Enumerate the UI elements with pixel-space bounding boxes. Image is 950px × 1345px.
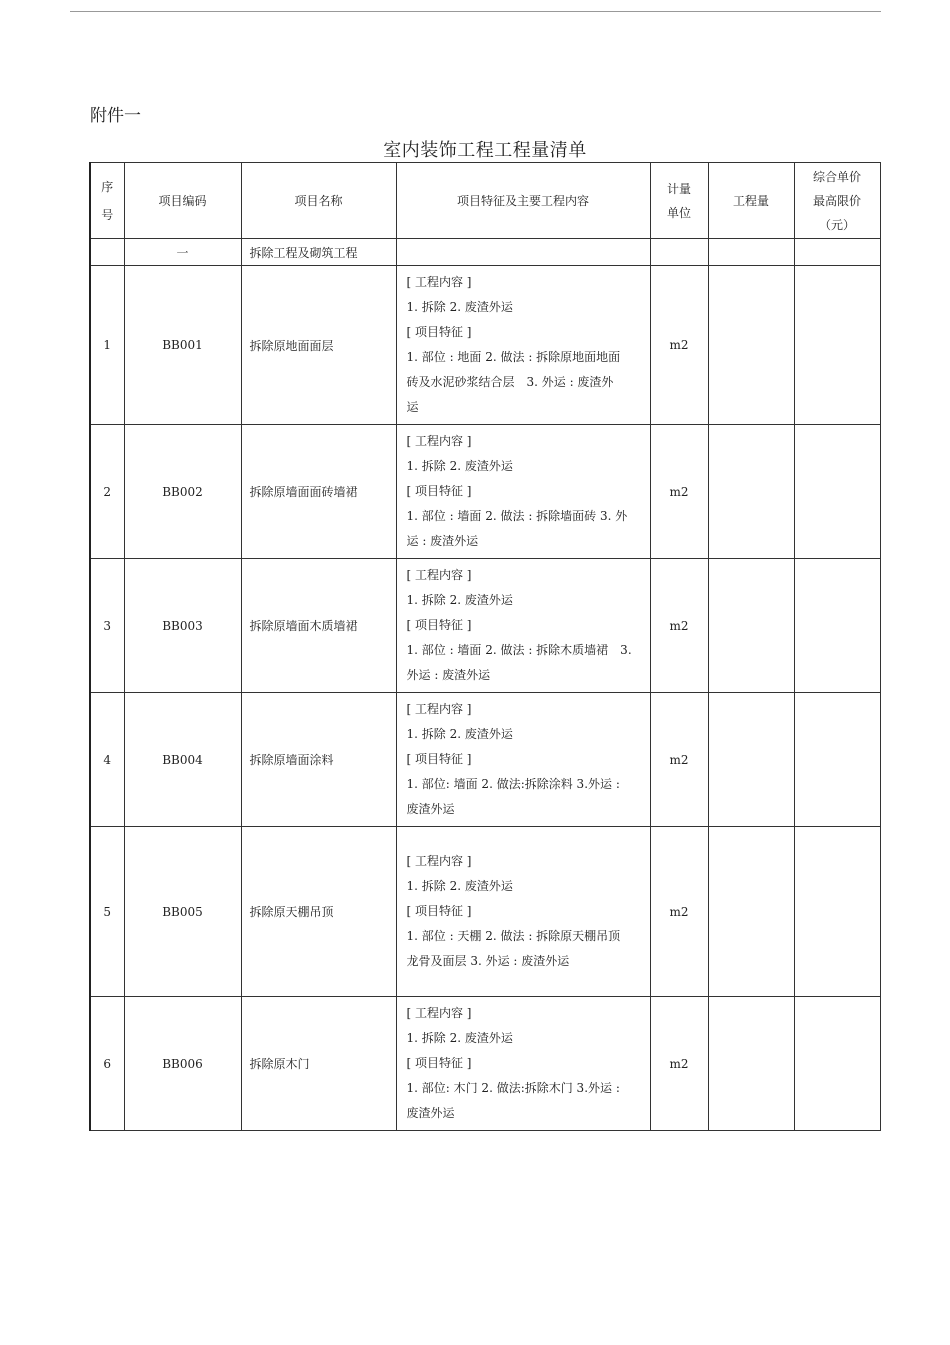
row-seq: 3 [90, 559, 124, 693]
header-price [794, 163, 880, 239]
desc-line: 1. 部位 : 地面 2. 做法 : 拆除原地面地面 [406, 350, 621, 364]
header-seq [90, 163, 124, 239]
header-rule [70, 11, 881, 12]
header-seq-line-1: 序 [101, 179, 114, 194]
desc-line: 1. 部位: 木门 2. 做法:拆除木门 3.外运 : [406, 1081, 620, 1095]
row-price [794, 425, 880, 559]
desc-line: 1. 拆除 2. 废渣外运 [406, 727, 513, 741]
desc-line: [ 项目特征 ] [406, 904, 472, 918]
desc-line: 1. 部位 : 天棚 2. 做法 : 拆除原天棚吊顶 [406, 929, 621, 943]
header-desc: 项目特征及主要工程内容 [396, 163, 650, 239]
section-name: 拆除工程及砌筑工程 [241, 239, 396, 266]
row-name: 拆除原墙面涂料 [241, 693, 396, 827]
desc-line: 废渣外运 [406, 802, 455, 816]
document-title: 室内装饰工程工程量清单 [383, 140, 587, 161]
section-qty [708, 239, 794, 266]
row-qty [708, 827, 794, 997]
section-price [794, 239, 880, 266]
row-name: 拆除原墙面木质墙裙 [241, 559, 396, 693]
desc-line: 1. 部位: 墙面 2. 做法:拆除涂料 3.外运 : [406, 777, 620, 791]
section-seq [90, 239, 124, 266]
row-unit: m2 [650, 559, 708, 693]
desc-line: 砖及水泥砂浆结合层 3. 外运 : 废渣外 [406, 375, 614, 389]
row-code: BB002 [124, 425, 241, 559]
desc-line: 1. 拆除 2. 废渣外运 [406, 300, 513, 314]
desc-line: 龙骨及面层 3. 外运 : 废渣外运 [406, 954, 570, 968]
row-code: BB005 [124, 827, 241, 997]
row-seq: 4 [90, 693, 124, 827]
desc-line: [ 工程内容 ] [406, 434, 472, 448]
table-row [90, 266, 880, 425]
table-row [90, 559, 880, 693]
row-price [794, 266, 880, 425]
desc-line: 运 : 废渣外运 [406, 534, 479, 548]
row-seq: 1 [90, 266, 124, 425]
row-unit: m2 [650, 693, 708, 827]
desc-line: 1. 拆除 2. 废渣外运 [406, 879, 513, 893]
row-name: 拆除原天棚吊顶 [241, 827, 396, 997]
row-name: 拆除原木门 [241, 997, 396, 1131]
row-price [794, 827, 880, 997]
row-price [794, 997, 880, 1131]
row-price [794, 559, 880, 693]
header-price-line-3: （元） [818, 217, 855, 232]
table-row [90, 827, 880, 997]
desc-line: [ 工程内容 ] [406, 568, 472, 582]
header-qty: 工程量 [708, 163, 794, 239]
desc-line: 废渣外运 [406, 1106, 455, 1120]
row-desc [396, 266, 650, 425]
row-code: BB003 [124, 559, 241, 693]
desc-line: [ 工程内容 ] [406, 1006, 472, 1020]
desc-line: 1. 拆除 2. 废渣外运 [406, 459, 513, 473]
row-code: BB006 [124, 997, 241, 1131]
row-name: 拆除原墙面面砖墙裙 [241, 425, 396, 559]
header-unit-line-1: 计量 [666, 181, 691, 196]
row-qty [708, 693, 794, 827]
desc-line: 1. 拆除 2. 废渣外运 [406, 1031, 513, 1045]
desc-line: 1. 部位 : 墙面 2. 做法 : 拆除木质墙裙 3. [406, 643, 632, 657]
row-desc [396, 827, 650, 997]
row-name: 拆除原地面面层 [241, 266, 396, 425]
row-code: BB001 [124, 266, 241, 425]
table-header-row [90, 163, 880, 239]
desc-line: 外运 : 废渣外运 [406, 668, 491, 682]
row-price [794, 693, 880, 827]
row-seq: 5 [90, 827, 124, 997]
desc-line: [ 项目特征 ] [406, 752, 472, 766]
section-unit [650, 239, 708, 266]
desc-line: [ 项目特征 ] [406, 1056, 472, 1070]
desc-line: [ 工程内容 ] [406, 854, 472, 868]
row-seq: 2 [90, 425, 124, 559]
table-row [90, 425, 880, 559]
row-desc [396, 693, 650, 827]
row-unit: m2 [650, 425, 708, 559]
section-code: 一 [124, 239, 241, 266]
header-price-line-1: 综合单价 [812, 169, 861, 184]
row-qty [708, 425, 794, 559]
row-qty [708, 266, 794, 425]
header-name: 项目名称 [241, 163, 396, 239]
desc-line: [ 项目特征 ] [406, 484, 472, 498]
bill-of-quantities-table [89, 162, 881, 1131]
desc-line: 运 [406, 400, 419, 414]
table-row [90, 997, 880, 1131]
row-unit: m2 [650, 827, 708, 997]
header-unit [650, 163, 708, 239]
header-code: 项目编码 [124, 163, 241, 239]
desc-line: [ 项目特征 ] [406, 325, 472, 339]
header-seq-line-2: 号 [101, 207, 114, 222]
desc-line: [ 工程内容 ] [406, 275, 472, 289]
header-price-line-2: 最高限价 [812, 193, 861, 208]
row-desc [396, 425, 650, 559]
header-unit-line-2: 单位 [666, 205, 691, 220]
desc-line: 1. 拆除 2. 废渣外运 [406, 593, 513, 607]
section-row [90, 239, 880, 266]
row-unit: m2 [650, 266, 708, 425]
section-desc [396, 239, 650, 266]
row-seq: 6 [90, 997, 124, 1131]
row-qty [708, 559, 794, 693]
row-desc [396, 559, 650, 693]
table-row [90, 693, 880, 827]
row-qty [708, 997, 794, 1131]
desc-line: 1. 部位 : 墙面 2. 做法 : 拆除墙面砖 3. 外 [406, 509, 628, 523]
desc-line: [ 工程内容 ] [406, 702, 472, 716]
row-unit: m2 [650, 997, 708, 1131]
row-desc [396, 997, 650, 1131]
attachment-label: 附件一 [90, 106, 141, 126]
desc-line: [ 项目特征 ] [406, 618, 472, 632]
row-code: BB004 [124, 693, 241, 827]
